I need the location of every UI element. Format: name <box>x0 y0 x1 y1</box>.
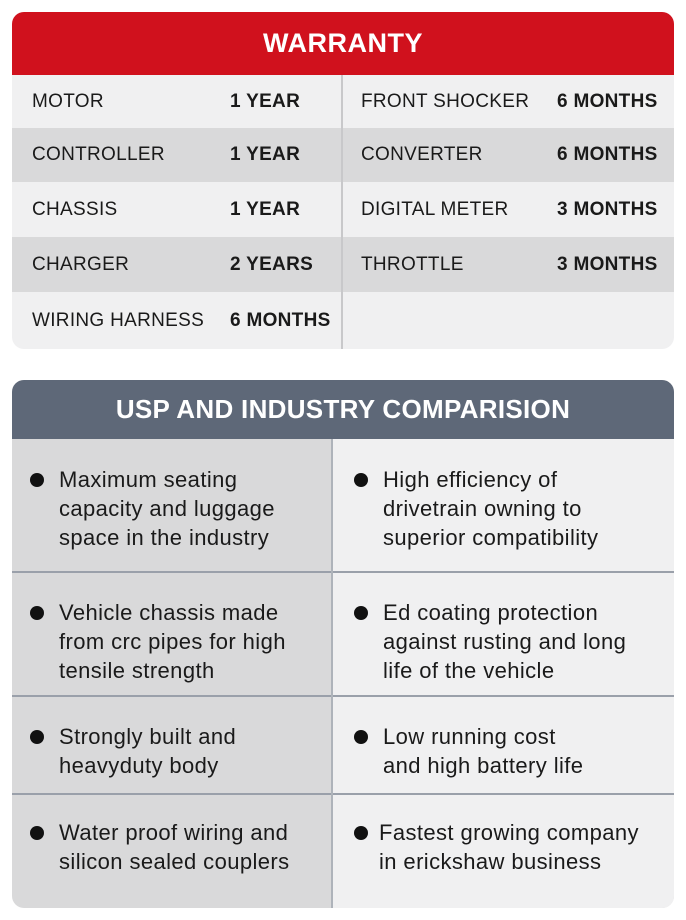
usp-point-text <box>383 465 598 552</box>
usp-right-cell <box>332 696 674 794</box>
warranty-row <box>12 128 674 182</box>
warranty-period-value: 3 MONTHS <box>557 198 658 220</box>
usp-text-line: Water proof wiring and <box>59 820 289 845</box>
usp-text-line: drivetrain owning to <box>383 496 582 521</box>
usp-left-cell <box>12 439 332 572</box>
usp-text-line: in erickshaw business <box>379 849 602 874</box>
usp-point-text <box>59 818 290 876</box>
usp-right-cell <box>332 439 674 572</box>
bullet-icon <box>30 826 44 840</box>
usp-text-line: Ed coating protection <box>383 600 599 625</box>
usp-point-text <box>59 465 275 552</box>
warranty-component-label: DIGITAL METER <box>361 198 509 220</box>
usp-text-line: High efficiency of <box>383 467 558 492</box>
warranty-title: WARRANTY <box>12 12 674 75</box>
warranty-row <box>12 75 674 128</box>
warranty-period-value: 1 YEAR <box>230 144 301 165</box>
usp-right-cell <box>332 794 674 908</box>
bullet-icon <box>30 606 44 620</box>
warranty-component-label: WIRING HARNESS <box>32 309 205 331</box>
usp-text-line: and high battery life <box>383 753 584 778</box>
usp-text-line: life of the vehicle <box>383 658 555 683</box>
row-divider <box>12 571 674 573</box>
usp-point-text <box>383 598 626 685</box>
warranty-component-label: CHARGER <box>32 253 130 275</box>
bullet-icon <box>354 826 368 840</box>
bullet-icon <box>354 606 368 620</box>
warranty-row <box>12 292 674 349</box>
warranty-component-label: FRONT SHOCKER <box>361 90 530 112</box>
usp-right-cell <box>332 572 674 696</box>
warranty-period-value: 3 MONTHS <box>557 253 658 275</box>
row-divider <box>12 695 674 697</box>
bullet-icon <box>354 473 368 487</box>
usp-text-line: superior compatibility <box>383 525 599 550</box>
usp-text-line: heavyduty body <box>59 753 219 778</box>
usp-point-text <box>59 722 236 780</box>
warranty-component-label: MOTOR <box>32 90 104 112</box>
warranty-period-value: 6 MONTHS <box>557 90 658 112</box>
usp-point-text <box>383 722 583 780</box>
usp-text-line: tensile strength <box>59 658 215 683</box>
row-divider <box>12 793 674 795</box>
bullet-icon <box>30 473 44 487</box>
warranty-period-value: 6 MONTHS <box>557 144 658 165</box>
usp-left-cell <box>12 794 332 908</box>
column-divider <box>331 439 333 908</box>
usp-text-line: capacity and luggage <box>59 496 275 521</box>
column-divider <box>341 75 343 349</box>
warranty-row <box>12 237 674 292</box>
usp-text-line: against rusting and long <box>383 629 627 654</box>
usp-point-text <box>379 818 639 876</box>
warranty-component-label: THROTTLE <box>361 253 464 275</box>
usp-text-line: space in the industry <box>59 525 270 550</box>
warranty-period-value: 1 YEAR <box>230 198 301 220</box>
warranty-period-value: 6 MONTHS <box>230 309 331 331</box>
warranty-component-label: CHASSIS <box>32 198 118 220</box>
warranty-component-label: CONTROLLER <box>32 144 165 165</box>
warranty-component-label: CONVERTER <box>361 144 483 165</box>
usp-text-line: from crc pipes for high <box>59 629 286 654</box>
usp-left-cell <box>12 696 332 794</box>
bullet-icon <box>354 730 368 744</box>
usp-left-cell <box>12 572 332 696</box>
warranty-row <box>12 182 674 237</box>
usp-text-line: Maximum seating <box>59 467 238 492</box>
usp-text-line: Low running cost <box>383 724 556 749</box>
warranty-period-value: 2 YEARS <box>230 253 314 275</box>
usp-point-text <box>59 598 286 685</box>
usp-text-line: Vehicle chassis made <box>59 600 279 625</box>
usp-text-line: Fastest growing company <box>379 820 639 845</box>
usp-text-line: silicon sealed couplers <box>59 849 290 874</box>
usp-title: USP AND INDUSTRY COMPARISION <box>12 380 674 439</box>
usp-comparison-card <box>12 380 674 908</box>
usp-text-line: Strongly built and <box>59 724 237 749</box>
warranty-card <box>12 12 674 349</box>
warranty-period-value: 1 YEAR <box>230 90 301 112</box>
bullet-icon <box>30 730 44 744</box>
